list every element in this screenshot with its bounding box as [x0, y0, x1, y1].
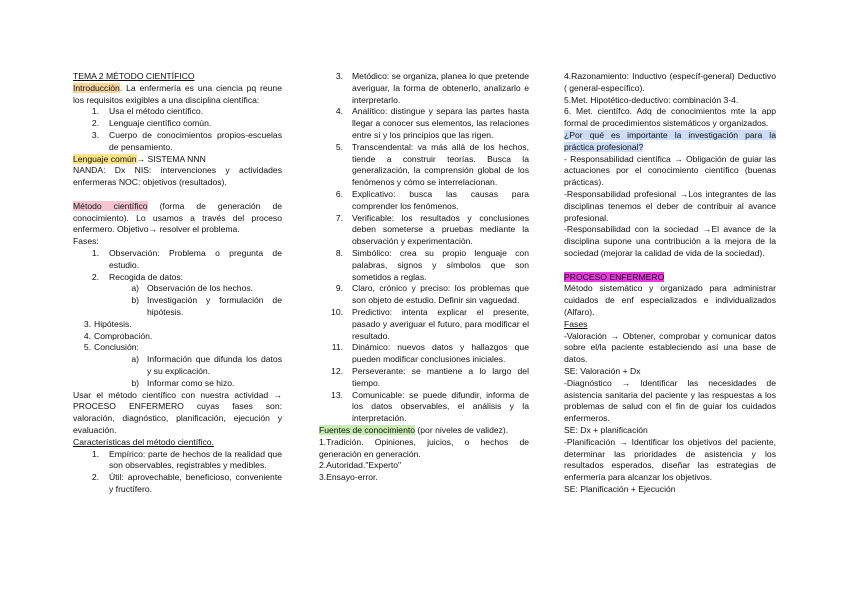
list-item: 10. Predictivo: intenta explicar el presente, pasado y averiguar el futuro, para modificar el resultado. [331, 306, 529, 341]
fase-se: SE: Planificación + Ejecución [564, 483, 676, 494]
list-item: 3. Metódico: se organiza, planea lo que pretende averiguar, la forma de obtenerlo, analizarlo e interpretarlo. [335, 71, 529, 105]
metodo-line: 5.Met. Hipotético-deductivo: combinación 3-4. [564, 94, 739, 105]
lenguaje-line: Lenguaje común→ SISTEMA NNN [73, 153, 206, 164]
respuesta-item: -Responsabilidad profesional →Los integrantes de las disciplinas tenemos el deber de contribuir al avance profesional. [564, 188, 776, 223]
list-item: a) Información que difunda los datos y su explicación. [131, 354, 282, 376]
list-item: 6. Explicativo: busca las causas para comprender los fenómenos. [335, 188, 529, 211]
fase-item: -Diagnóstico → Identificar las necesidades de asistencia sanitaria del paciente y las respuestas a los problemas de salud con el fin de guiar los cuidados enfermeros. [564, 377, 776, 424]
intro-label: Introducción [73, 82, 120, 93]
caract-continued-list [319, 71, 529, 425]
list-item: 13. Comunicable: se puede difundir, informa de los datos observables, el análisis y la interpretación. [331, 389, 529, 424]
fuentes-label: Fuentes de conocimiento [319, 424, 416, 435]
fases-list [73, 248, 282, 319]
list-item: 1. Observación: Problema o pregunta de estudio. [91, 247, 282, 270]
nanda-line: NANDA: Dx NIS: intervenciones y actividades enfermeras NOC: objetivos (resultados). [73, 165, 282, 188]
list-item: 4. Analítico: distingue y separa las partes hasta llegar a conocer sus elementos, las relaciones entre sí y los principios que las rigen. [335, 106, 529, 140]
list-item: 11. Dinámico: nuevos datos y hallazgos que pueden modificar conclusiones iniciales. [331, 342, 529, 365]
lenguaje-label: Lenguaje común [73, 153, 137, 164]
metodo-line: 4.Razonamiento: Inductivo (específ-general) Deductivo ( general-específico). [564, 71, 776, 93]
caract-list [73, 449, 282, 496]
metodo-label: Método científico [73, 200, 148, 211]
intro-list [73, 106, 282, 153]
list-item: 12. Perseverante: se mantiene a lo largo del tiempo. [331, 365, 529, 388]
fuentes-item: 2.Autoridad."Experto" [319, 460, 402, 471]
list-item: 2. Lenguaje científico común. [91, 118, 212, 129]
list-item: 2. Recogida de datos: [91, 271, 184, 282]
uso-paragraph: Usar el método científico con nuestra actividad → PROCESO ENFERMERO cuyas fases son: valoración, diagnóstico, planificación, ejecución y evaluación. [73, 389, 282, 435]
fases-more-list [73, 319, 282, 354]
list-item: 9. Claro, crónico y preciso: los problemas que son objeto de estudio. Definir sin vaguedad. [335, 283, 529, 306]
proceso-definition: Método sistemático y organizado para administrar cuidados de enf especializados e individualizados (Alfaro). [564, 283, 776, 317]
fuentes-item: 3.Ensayo-error. [319, 472, 378, 483]
fuentes-item: 1.Tradición. Opiniones, juicios, o hechos de generación en generación. [319, 436, 529, 459]
respuesta-item: -Responsabilidad con la sociedad →El avance de la disciplina supone una contribución a la mejora de la sociedad (mejorar la calidad de vida de la sociedad). [564, 224, 776, 258]
conclusion-sublist [73, 354, 282, 389]
list-item: 7. Verificable: los resultados y conclusiones deben someterse a pruebas mediante la observación y experimentación. [335, 212, 529, 247]
list-item: 8. Simbólico: crea su propio lenguaje con palabras, signos y símbolos que son sometidos a reglas. [335, 247, 529, 282]
list-item: b) Informar como se hizo. [131, 377, 235, 388]
list-item: 5. Conclusión: [83, 342, 139, 353]
list-item: 3. Cuerpo de conocimientos propios-escuelas de pensamiento. [91, 129, 282, 152]
respuesta-item: - Responsabilidad científica → Obligación de guiar las actuaciones por el conocimiento científico (buenas prácticas). [564, 153, 776, 188]
proceso-heading: PROCESO ENFERMERO [564, 271, 665, 282]
list-item: 1. Usa el método científico. [91, 106, 204, 117]
recogida-sublist [87, 283, 282, 318]
fase-item: -Planificación → Identificar los objetivos del paciente, determinar las prioridades de asistencia y los resultados esperados, diseñar las estrategias de enfermería para alcanzar los objetivos. [564, 436, 776, 483]
list-item: 2. Útil: aprovechable, beneficioso, conveniente y fructífero. [91, 472, 282, 494]
fase-se: SE: Valoración + Dx [564, 365, 641, 376]
list-item: 3. Hipótesis. [83, 318, 132, 329]
fuentes-line: Fuentes de conocimiento (por niveles de validez). [319, 424, 509, 435]
fase-item: -Valoración → Obtener, comprobar y comunicar datos sobre el/la paciente estableciendo así una base de datos. [564, 330, 776, 365]
column-1 [73, 71, 282, 496]
metodo-paragraph: Método científico (forma de generación de conocimiento). Lo usamos a través del proceso enfermero. Objetivo→ resolver el problema. [73, 200, 282, 235]
fase-se: SE: Dx + planificación [564, 424, 648, 435]
metodo-line: 6. Met. científco. Adq de conocimientos mte la app formal de procedimientos sistemáticos y organizados. [564, 106, 776, 129]
fases-label: Fases: [73, 236, 99, 247]
list-item: 1. Empírico: parte de hechos de la realidad que son observables, registrables y medibles. [91, 448, 282, 471]
fases-heading: Fases [564, 318, 588, 329]
caract-label: Características del método científico. [73, 436, 214, 447]
intro-paragraph [73, 83, 282, 107]
column-2 [319, 71, 529, 484]
intro-text: . La enfermería es una ciencia pq reune los requisitos exigibles a una disciplina científica: [73, 82, 282, 105]
doc-title: TEMA 2 MÉTODO CIENTÍFICO [73, 71, 195, 81]
list-item: a) Observación de los hechos. [131, 283, 254, 294]
pregunta-heading: ¿Por qué es importante la investigación para la práctica profesional? [564, 129, 776, 152]
column-3 [564, 71, 776, 496]
list-item: 4. Comprobación. [83, 330, 153, 341]
list-item: b) Investigación y formulación de hipótesis. [131, 295, 282, 317]
list-item: 5. Transcendental: va más allá de los hechos, tiende a construir teorías. Busca la generalización, la comprensión global de los fenómenos y cómo se interrelacionan. [335, 141, 529, 188]
